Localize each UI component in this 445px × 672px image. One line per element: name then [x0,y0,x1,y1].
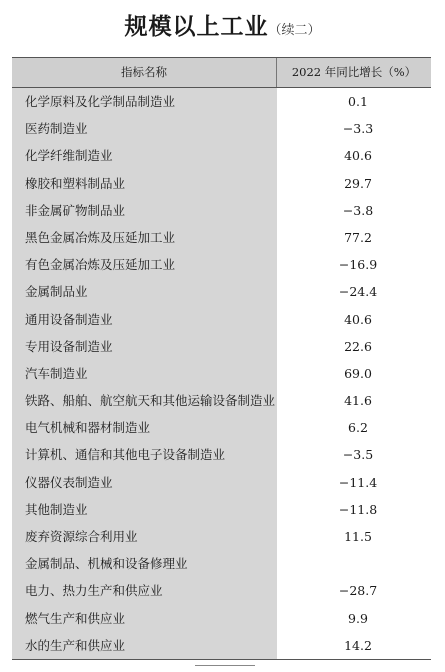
table-row [12,251,431,278]
row-growth-value: 77.2 [344,229,372,245]
table-row [12,605,431,632]
row-growth-value: 69.0 [344,365,372,381]
row-growth-value: 22.6 [344,338,372,354]
row-growth-value: 6.2 [348,420,368,436]
row-growth-value: 9.9 [348,610,368,626]
table-row [12,523,431,550]
row-indicator-name: 橡胶和塑料制品业 [12,170,277,197]
row-growth-value: −24.4 [338,284,378,300]
row-growth-value: −3.5 [342,447,374,463]
statistics-table [12,57,431,660]
row-indicator-name: 专用设备制造业 [12,333,277,360]
header-indicator-name: 指标名称 [12,58,277,87]
table-row [12,170,431,197]
footer-divider [195,665,255,666]
table-header [12,58,431,88]
row-indicator-name: 燃气生产和供应业 [12,605,277,632]
row-growth-value: 0.1 [348,94,368,109]
table-row [12,441,431,468]
row-indicator-name: 通用设备制造业 [12,306,277,333]
row-indicator-name: 电气机械和器材制造业 [12,414,277,441]
row-indicator-name: 化学纤维制造业 [12,142,277,169]
row-growth-value: 41.6 [344,393,372,409]
title-main: 规模以上工业 [124,13,269,40]
row-growth-value [277,550,431,577]
row-growth-value: −11.4 [338,474,378,490]
row-indicator-name: 金属制品业 [12,278,277,305]
row-growth-value: 29.7 [344,175,372,191]
table-row [12,550,431,577]
row-indicator-name: 汽车制造业 [12,360,277,387]
row-growth-value: 14.2 [344,637,372,653]
table-body [12,88,431,659]
row-indicator-name: 黑色金属冶炼及压延加工业 [12,224,277,251]
table-row [12,469,431,496]
title-sub: （续二） [268,23,321,38]
table-row [12,387,431,414]
table-row [12,306,431,333]
row-growth-value: 40.6 [344,311,372,327]
table-row [12,224,431,251]
row-growth-value: −3.8 [342,202,374,218]
row-indicator-name: 电力、热力生产和供应业 [12,577,277,604]
row-growth-value: 40.6 [344,148,372,164]
row-growth-value: −28.7 [338,583,378,599]
table-row [12,115,431,142]
header-growth-rate: 2022 年同比增长（%） [291,65,417,79]
row-indicator-name: 金属制品、机械和设备修理业 [12,550,277,577]
table-row [12,278,431,305]
row-growth-value: −3.3 [342,121,374,137]
row-growth-value: −11.8 [338,501,378,517]
row-indicator-name: 医药制造业 [12,115,277,142]
table-row [12,632,431,659]
row-indicator-name: 计算机、通信和其他电子设备制造业 [12,441,277,468]
table-row [12,360,431,387]
page-title [0,8,445,41]
row-indicator-name: 化学原料及化学制品制造业 [12,88,277,115]
row-indicator-name: 铁路、船舶、航空航天和其他运输设备制造业 [12,387,277,414]
table-row [12,414,431,441]
row-indicator-name: 废弃资源综合利用业 [12,523,277,550]
row-indicator-name: 非金属矿物制品业 [12,197,277,224]
table-row [12,577,431,604]
table-row [12,333,431,360]
row-growth-value: 11.5 [344,529,372,544]
row-indicator-name: 仪器仪表制造业 [12,469,277,496]
row-indicator-name: 其他制造业 [12,496,277,523]
row-indicator-name: 水的生产和供应业 [12,632,277,659]
table-row [12,142,431,169]
table-row [12,496,431,523]
table-row [12,88,431,115]
table-row [12,197,431,224]
row-indicator-name: 有色金属冶炼及压延加工业 [12,251,277,278]
row-growth-value: −16.9 [338,257,378,273]
